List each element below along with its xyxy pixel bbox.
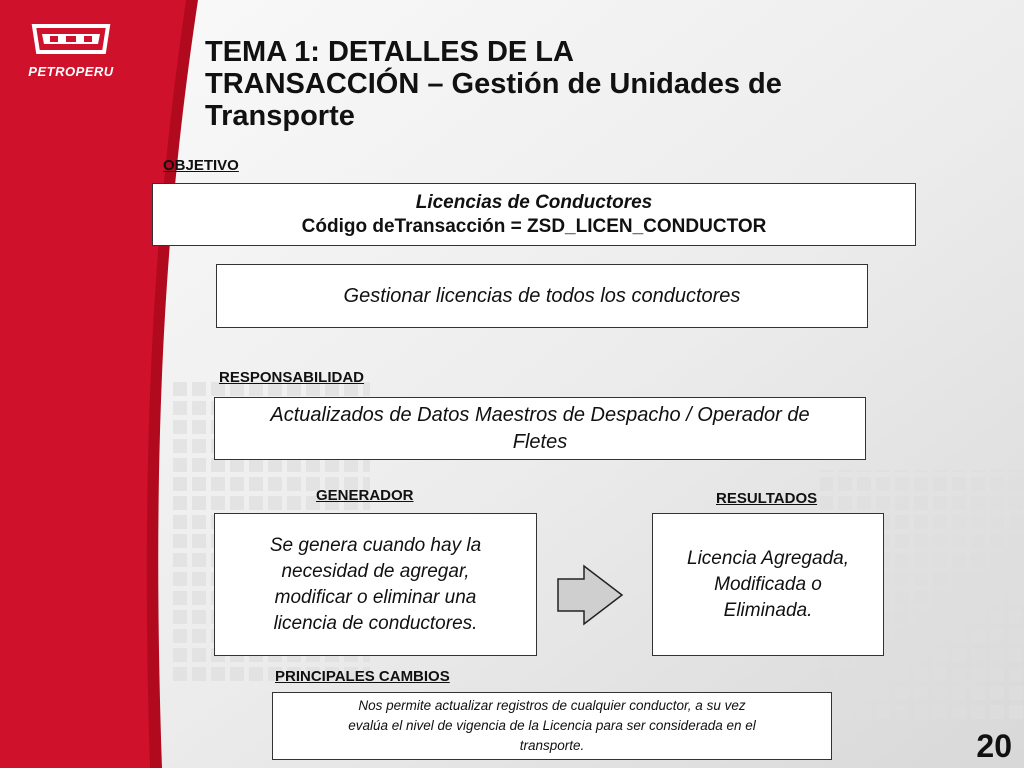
results-line-1: Licencia Agregada, xyxy=(687,547,849,569)
responsabilidad-label: RESPONSABILIDAD xyxy=(219,369,365,386)
objective-description: Gestionar licencias de todos los conductores xyxy=(343,284,741,307)
responsibility-line-1: Actualizados de Datos Maestros de Despacho / Operador de xyxy=(270,403,810,426)
resultados-label: RESULTADOS xyxy=(716,490,818,507)
main-changes-line-1: Nos permite actualizar registros de cualquier conductor, a su vez xyxy=(358,698,746,713)
logo-text: PETROPERU xyxy=(28,64,114,79)
generator-line-1: Se genera cuando hay la xyxy=(269,534,482,556)
results-line-3: Eliminada. xyxy=(723,599,813,621)
generator-line-2: necesidad de agregar, xyxy=(281,560,470,582)
page-number: 20 xyxy=(976,728,1012,764)
main-changes-line-2: evalúa el nivel de vigencia de la Licencia para ser considerada en el xyxy=(348,718,756,733)
objective-description-box xyxy=(216,264,868,328)
petroperu-emblem-icon xyxy=(28,22,114,58)
page-title xyxy=(205,36,965,132)
results-box xyxy=(652,513,884,656)
generator-box xyxy=(214,513,537,656)
title-line-1: TEMA 1: DETALLES DE LA xyxy=(205,36,574,68)
responsibility-box xyxy=(214,397,866,460)
main-changes-box xyxy=(272,692,832,760)
main-changes-line-3: transporte. xyxy=(519,738,585,753)
right-arrow-icon xyxy=(556,564,628,628)
principales-cambios-label: PRINCIPALES CAMBIOS xyxy=(275,668,450,685)
title-line-3: Transporte xyxy=(205,100,355,132)
generador-label: GENERADOR xyxy=(316,487,414,504)
transaction-name: Licencias de Conductores xyxy=(415,191,653,213)
objetivo-label: OBJETIVO xyxy=(163,157,239,174)
petroperu-logo xyxy=(10,22,130,84)
transaction-code-box xyxy=(152,183,916,246)
generator-line-3: modificar o eliminar una xyxy=(274,586,477,608)
transaction-code: Código deTransacción = ZSD_LICEN_CONDUCTOR xyxy=(301,215,767,237)
title-line-2: TRANSACCIÓN – Gestión de Unidades de xyxy=(205,68,782,100)
generator-line-4: licencia de conductores. xyxy=(273,612,478,634)
results-line-2: Modificada o xyxy=(714,573,822,595)
responsibility-line-2: Fletes xyxy=(512,430,568,453)
